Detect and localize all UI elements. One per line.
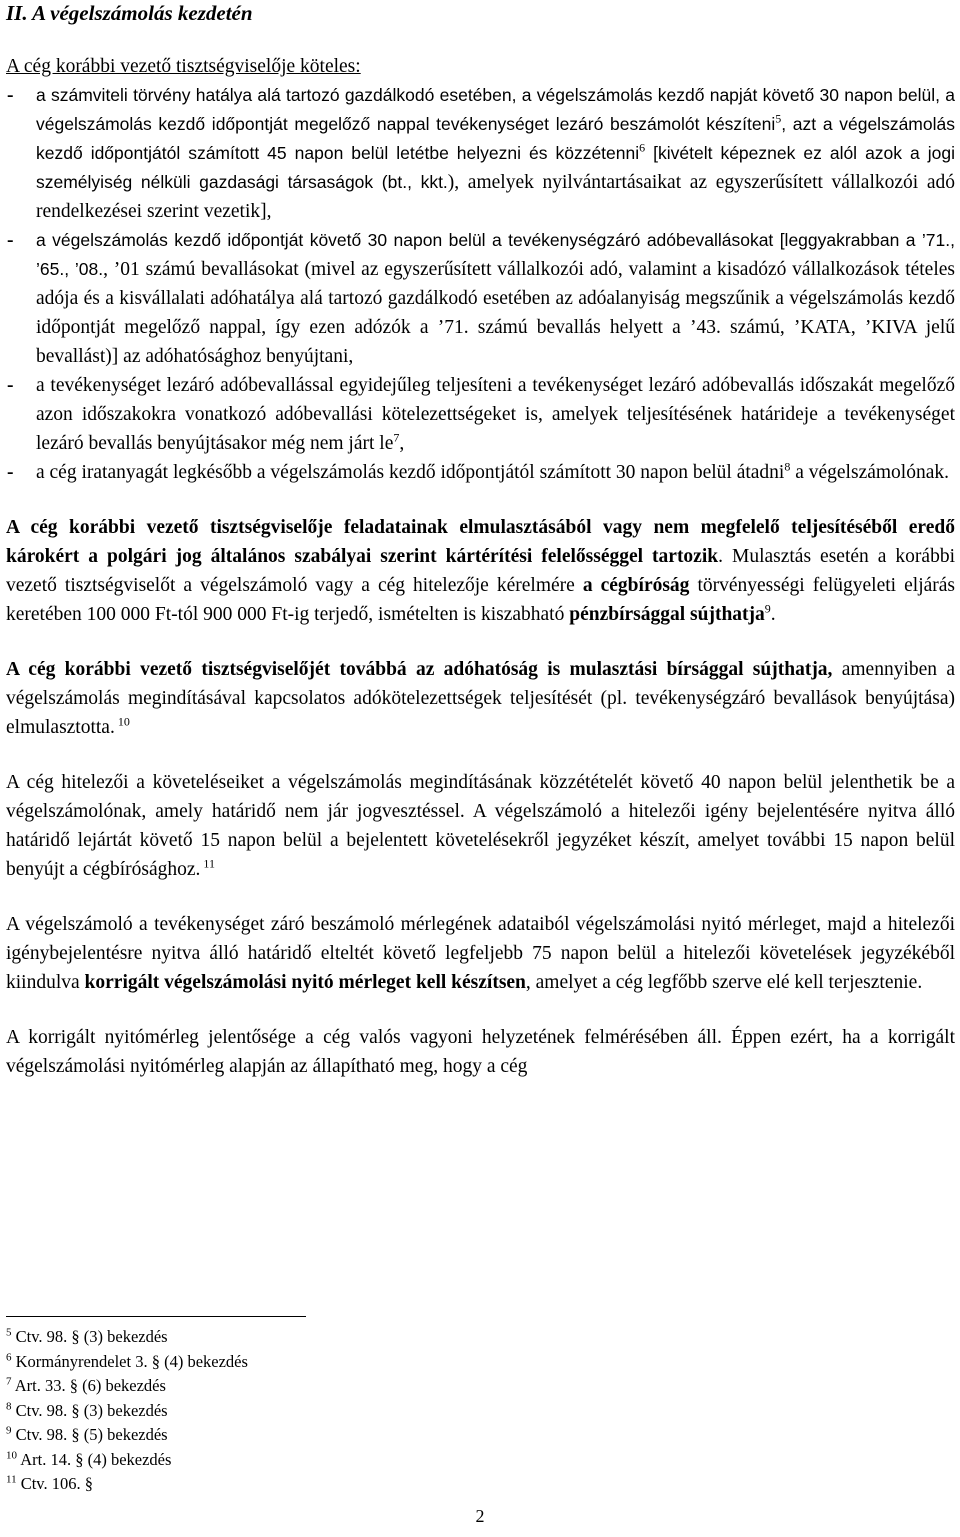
footnote bbox=[6, 1423, 406, 1448]
text-run: , bbox=[399, 433, 405, 454]
text-run: A cég hitelezői a követeléseiket a végelszámolás megindításának közzétételét követő 40 napon belül jelenthetik be a végelszámolónak, amely határidő nem jár jogvesztéssel. A végelszámoló a hitelezői igény bejelentésére nyitva álló határidő lejártát követő 15 napon belül a bejelentett követelésekről jegyzéket készít, amelyet további 15 napon belül benyújt a cégbírósághoz. bbox=[6, 772, 955, 880]
body-paragraph bbox=[6, 768, 955, 884]
footnote bbox=[6, 1350, 406, 1375]
text-run: ), amelyek nyilvántartásaikat az egyszerűsített vállalkozói adó rendelkezései szerint vezetik], bbox=[36, 172, 955, 222]
footnote-text: Ctv. 98. § (5) bekezdés bbox=[15, 1425, 168, 1444]
footnote bbox=[6, 1472, 406, 1497]
list-dash: - bbox=[7, 85, 14, 106]
obligation-item bbox=[6, 226, 955, 371]
text-run: törvényességi felügyeleti eljárás keretében 100 000 Ft-tól 900 000 Ft-ig terjedő, ismételten is kiszabható bbox=[6, 575, 956, 625]
footnote-number: 11 bbox=[6, 1473, 17, 1486]
obligation-item bbox=[6, 458, 955, 487]
list-dash: - bbox=[7, 462, 14, 483]
document-page bbox=[6, 0, 955, 1081]
footnote-list bbox=[6, 1325, 406, 1497]
bold-text: A cég korábbi vezető tisztségviselőjét továbbá az adóhatóság is mulasztási bírsággal sújthatja, bbox=[6, 659, 833, 680]
obligation-item bbox=[6, 371, 955, 458]
body-paragraphs bbox=[6, 513, 955, 1081]
text-run: A korrigált nyitómérleg jelentősége a cég valós vagyoni helyzetének felmérésében áll. Éppen ezért, ha a korrigált végelszámolási nyitómérleg alapján az állapítható meg, hogy a cég bbox=[6, 1027, 955, 1077]
text-run: amennyiben a végelszámolás megindításával kapcsolatos adókötelezettségek teljesítését (pl. tevékenységzáró bevallások benyújtása) elmulasztotta. bbox=[6, 659, 955, 738]
footnote-ref: 6 bbox=[639, 140, 646, 155]
footnote-text: Ctv. 98. § (3) bekezdés bbox=[15, 1400, 168, 1420]
footnote-ref: 7 bbox=[393, 430, 400, 445]
body-paragraph bbox=[6, 1023, 955, 1081]
page-number: 2 bbox=[475, 1506, 485, 1526]
footnote-number: 9 bbox=[6, 1424, 12, 1437]
text-run: , ’01 számú bevallásokat (mivel az egyszerűsített vállalkozói adó, valamint a kisadózó vállalkozások tételes adója és a kisvállalati adóhatálya alá tartozó gazdálkodó esetében az adóalanyiság megszűnik a végelszámolás kezdő időpontját megelőző nappal, így ezen adózók a ’71. számú bevallás helyett a ’43. számú, ’KATA, ’KIVA jelű bevallást)] az adóhatósághoz benyújtani, bbox=[36, 259, 955, 367]
footnotes bbox=[6, 1316, 406, 1497]
footnote-ref: 5 bbox=[775, 111, 782, 126]
footnote bbox=[6, 1325, 406, 1350]
footnote-number: 7 bbox=[6, 1375, 12, 1388]
footnote bbox=[6, 1399, 406, 1424]
footnote bbox=[6, 1374, 406, 1399]
text-run: [kivételt képeznek ez alól azok a jogi személyiség nélküli gazdasági társaságok (bt., kkt. bbox=[36, 143, 955, 192]
bold-text: a cégbíróság bbox=[582, 575, 690, 596]
footnote-ref: 10 bbox=[114, 714, 130, 729]
obligation-item bbox=[6, 81, 955, 226]
text-run: a végelszámolás kezdő időpontját követő 30 napon belül a tevékenységzáró adóbevallásokat [leggyakrabban a ’71., ’65., ’08. bbox=[36, 230, 955, 279]
body-paragraph bbox=[6, 910, 955, 997]
footnote-ref: 8 bbox=[784, 459, 791, 474]
footnote-number: 5 bbox=[6, 1326, 12, 1339]
footnote-number: 6 bbox=[6, 1351, 12, 1363]
text-run: . Mulasztás esetén a korábbi vezető tisztségviselőt a végelszámoló vagy a cég hitelezője kérelmére bbox=[6, 546, 955, 596]
body-paragraph bbox=[6, 655, 955, 742]
footnote-number: 8 bbox=[6, 1400, 12, 1412]
obligations-list bbox=[6, 81, 955, 487]
text-run: , amelyet a cég legfőbb szerve elé kell terjesztenie. bbox=[525, 972, 923, 993]
footnote-text: Ctv. 98. § (3) bekezdés bbox=[15, 1327, 168, 1346]
section-heading: II. A végelszámolás kezdetén bbox=[6, 1, 253, 25]
text-run: , azt a végelszámolás kezdő időpontjától számított 45 napon belül letétbe helyezni és közzétenni bbox=[36, 114, 955, 163]
footnote-number: 10 bbox=[6, 1449, 17, 1461]
body-paragraph bbox=[6, 513, 955, 629]
footnote-text: Art. 33. § (6) bekezdés bbox=[14, 1376, 166, 1395]
footnote-ref: 9 bbox=[764, 601, 771, 616]
footnote bbox=[6, 1448, 406, 1473]
text-run: . bbox=[770, 604, 776, 625]
bold-text: pénzbírsággal sújthatja bbox=[569, 604, 765, 625]
footnote-separator bbox=[6, 1316, 306, 1317]
text-run: a végelszámolónak. bbox=[790, 462, 949, 483]
text-run: a számviteli törvény hatálya alá tartozó gazdálkodó esetében, a végelszámolás kezdő napját követő 30 napon belül, a végelszámolás kezdő időpontját megelőző nappal tevékenységet lezáró beszámolót készíteni bbox=[36, 85, 955, 134]
footnote-ref: 11 bbox=[200, 856, 215, 871]
footnote-text: Art. 14. § (4) bekezdés bbox=[20, 1449, 172, 1469]
footnote-text: Kormányrendelet 3. § (4) bekezdés bbox=[15, 1351, 248, 1371]
list-dash: - bbox=[7, 375, 14, 396]
text-run: A végelszámoló a tevékenységet záró beszámoló mérlegének adataiból végelszámolási nyitó mérleget, majd a hitelezői igénybejelentésre nyitva álló határidő elteltét követő legfeljebb 75 napon belül a hitelezői követelések jegyzékéből kiindulva bbox=[6, 914, 955, 993]
bold-text: A cég korábbi vezető tisztségviselője feladatainak elmulasztásából vagy nem megfelelő teljesítéséből eredő károkért a polgári jog általános szabályai szerint kártérítési felelősséggel tartozik bbox=[6, 517, 955, 567]
text-run: a cég iratanyagát legkésőbb a végelszámolás kezdő időpontjától számított 30 napon belül átadni bbox=[36, 462, 785, 483]
list-dash: - bbox=[7, 230, 14, 251]
footnote-text: Ctv. 106. § bbox=[20, 1474, 93, 1493]
obligations-lead: A cég korábbi vezető tisztségviselője köteles: bbox=[6, 56, 361, 77]
text-run: a tevékenységet lezáró adóbevallással egyidejűleg teljesíteni a tevékenységet lezáró adóbevallás időszakát megelőző azon időszakokra vonatkozó adóbevallási kötelezettségeket is, amelyek teljesítésének határideje a tevékenységet lezáró bevallás benyújtásakor még nem járt le bbox=[36, 375, 955, 454]
bold-text: korrigált végelszámolási nyitó mérleget kell készítsen bbox=[84, 972, 526, 993]
